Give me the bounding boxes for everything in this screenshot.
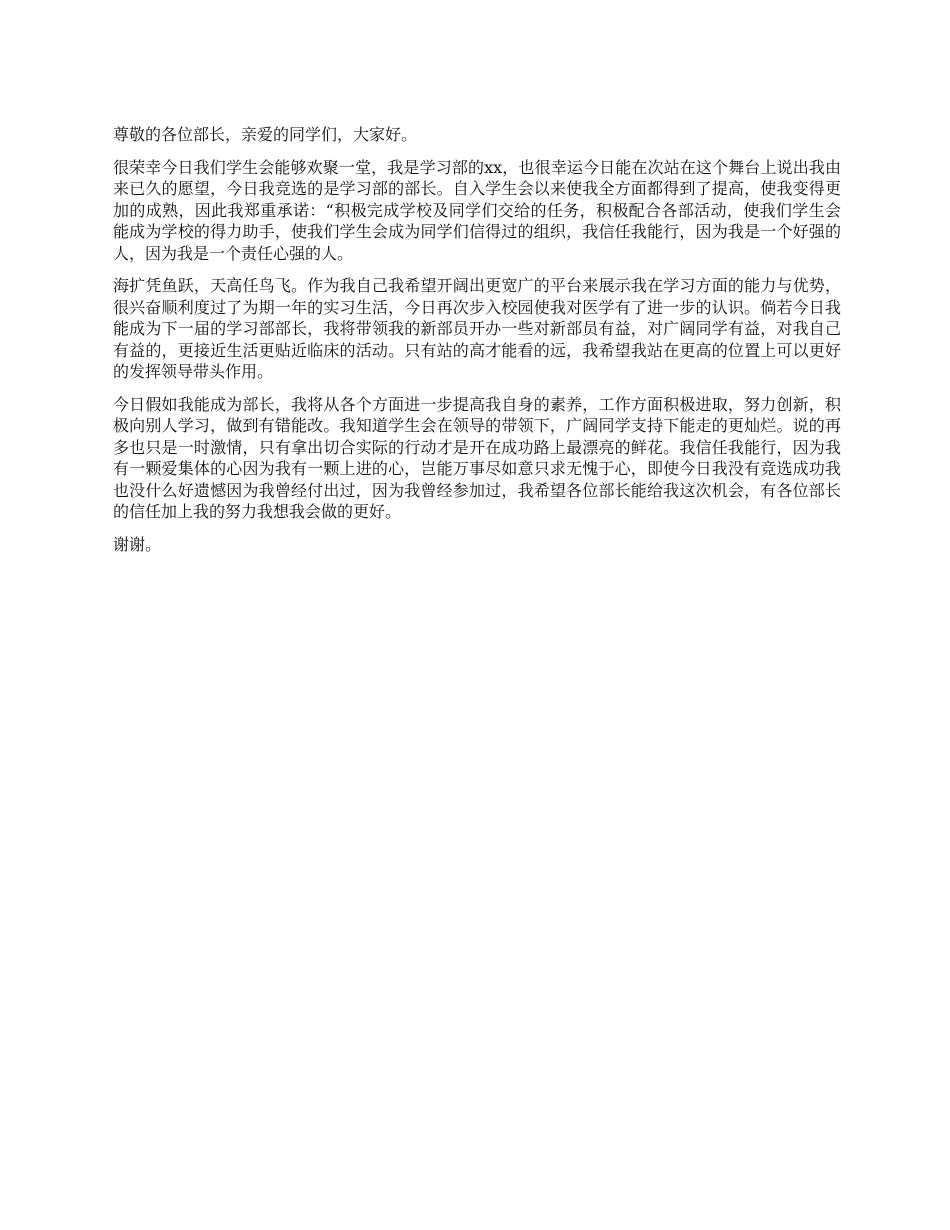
introduction-paragraph: 很荣幸今日我们学生会能够欢聚一堂，我是学习部的xx，也很幸运今日能在次站在这个舞台上说出我由来已久的愿望，今日我竞选的是学习部的部长。自入学生会以来使我全方面都得到了提高，使我变得更加的成熟，因此我郑重承诺：“积极完成学校及同学们交给的任务，积极配合各部活动，使我们学生会能成为学校的得力助手，使我们学生会成为同学们信得过的组织，我信任我能行，因为我是一个好强的人，因为我是一个责任心强的人。 <box>113 157 841 263</box>
goals-paragraph: 海扩凭鱼跃，天高任鸟飞。作为我自己我希望开阔出更宽广的平台来展示我在学习方面的能力与优势，很兴奋顺利度过了为期一年的实习生活，今日再次步入校园使我对医学有了进一步的认识。倘若今日我能成为下一届的学习部部长，我将带领我的新部员开办一些对新部员有益，对广阔同学有益，对我自己有益的，更接近生活更贴近临床的活动。只有站的高才能看的远，我希望我站在更高的位置上可以更好的发挥领导带头作用。 <box>113 276 841 381</box>
greeting-paragraph: 尊敬的各位部长，亲爱的同学们，大家好。 <box>113 125 418 144</box>
document-body <box>113 124 841 566</box>
closing-paragraph: 谢谢。 <box>113 534 162 554</box>
commitment-paragraph: 今日假如我能成为部长，我将从各个方面进一步提高我自身的素养，工作方面积极进取，努力创新，积极向别人学习，做到有错能改。我知道学生会在领导的带领下，广阔同学支持下能走的更灿烂。说的再多也只是一时激情，只有拿出切合实际的行动才是开在成功路上最漂亮的鲜花。我信任我能行，因为我有一颗爱集体的心因为我有一颗上进的心，岂能万事尽如意只求无愧于心，即使今日我没有竞选成功我也没什么好遗憾因为我曾经付出过，因为我曾经参加过，我希望各位部长能给我这次机会，有各位部长的信任加上我的努力我想我会做的更好。 <box>113 394 841 521</box>
